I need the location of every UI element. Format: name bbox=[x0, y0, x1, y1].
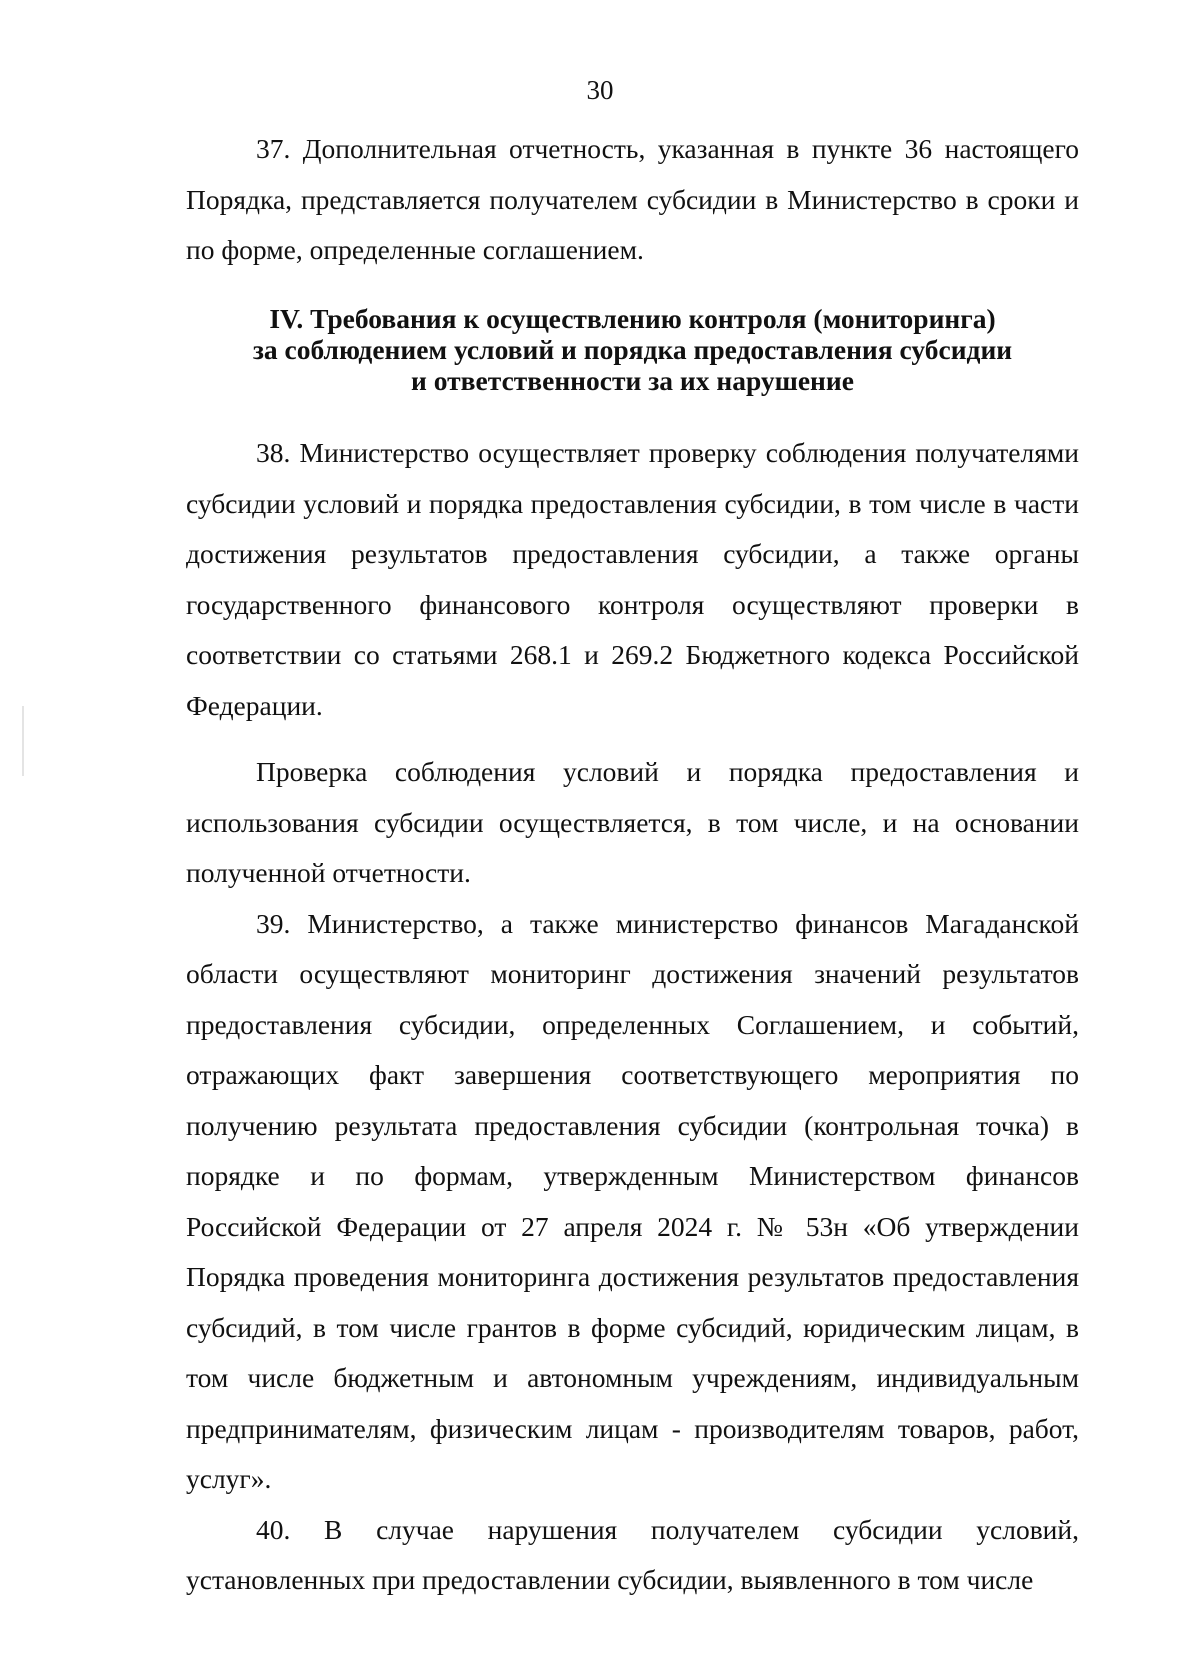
paragraph-39: 39. Министерство, а также министерство финансов Магаданской области осуществляют мониторинг достижения значений результатов предоставления субсидии, определенных Соглашением, и событий, отражающих факт завершения соответствующего мероприятия по получению результата предоставления субсидии (контрольная точка) в порядке и по формам, утвержденным Министерством финансов Российской Федерации от 27 апреля 2024 г. № 53н «Об утверждении Порядка проведения мониторинга достижения результатов предоставления субсидий, в том числе грантов в форме субсидий, юридическим лицам, в том числе бюджетным и автономным учреждениям, индивидуальным предпринимателям, физическим лицам - производителям товаров, работ, услуг». bbox=[186, 907, 1079, 1494]
paragraph-38: 38. Министерство осуществляет проверку соблюдения получателями субсидии условий и порядка предоставления субсидии, в том числе в части достижения результатов предоставления субсидии, а также органы государственного финансового контроля осуществляют проверки в соответствии со статьями 268.1 и 269.2 Бюджетного кодекса Российской Федерации. bbox=[186, 437, 1079, 721]
paragraph-38-continued: Проверка соблюдения условий и порядка предоставления и использования субсидии осуществляется, в том числе, и на основании полученной отчетности. bbox=[186, 756, 1079, 888]
paragraph-spacer bbox=[186, 731, 1079, 747]
scan-margin-mark bbox=[22, 706, 24, 776]
section-heading-line-1: IV. Требования к осуществлению контроля (мониторинга) bbox=[269, 303, 996, 334]
paragraph-37: 37. Дополнительная отчетность, указанная в пункте 36 настоящего Порядка, представляется получателем субсидии в Министерство в сроки и по форме, определенные соглашением. bbox=[186, 133, 1079, 265]
paragraph-40: 40. В случае нарушения получателем субсидии условий, установленных при предоставлении субсидии, выявленного в том числе bbox=[186, 1513, 1079, 1595]
section-heading bbox=[186, 303, 1079, 396]
paragraph-37-block bbox=[186, 124, 1079, 276]
section-body bbox=[186, 428, 1079, 1606]
section-heading-line-3: и ответственности за их нарушение bbox=[411, 365, 854, 396]
page-number: 30 bbox=[586, 75, 614, 105]
section-heading-line-2: за соблюдением условий и порядка предоставления субсидии bbox=[252, 334, 1013, 365]
